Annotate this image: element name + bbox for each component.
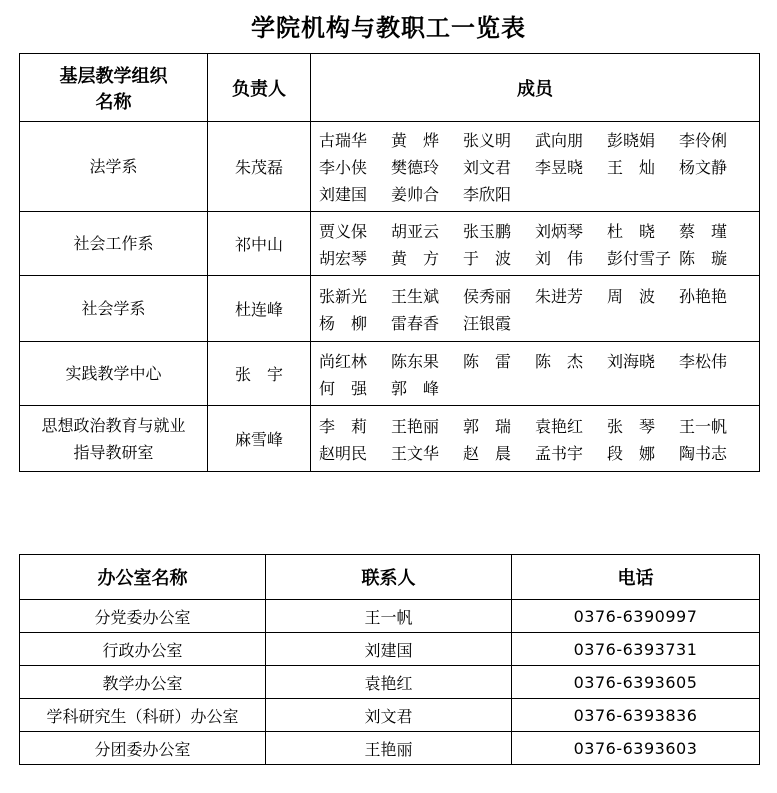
phone-cell: 0376-6390997: [512, 600, 760, 633]
leader-cell: 麻雪峰: [208, 406, 311, 472]
members-line: [319, 309, 759, 336]
org-name-line: 社会学系: [81, 299, 146, 318]
org-name-line: 法学系: [89, 157, 138, 176]
member-name: 李欣阳: [463, 185, 512, 204]
member-name: 杨 柳: [319, 313, 368, 333]
table-row: [20, 633, 760, 666]
member-name: 杜 晓: [607, 221, 656, 241]
member-name: 赵 晨: [463, 443, 512, 463]
members-cell: [311, 406, 760, 472]
member-name: 陈 璇: [679, 248, 728, 268]
member-name: 姜帅合: [391, 185, 440, 204]
member-name: 王生斌: [391, 286, 440, 306]
org-name-line: 思想政治教育与就业: [41, 415, 186, 435]
table-row: [20, 732, 760, 765]
office-name-cell: 教学办公室: [20, 666, 266, 699]
member-name: 李小侠: [319, 158, 368, 177]
table-row: [20, 406, 760, 472]
member-name: 刘 伟: [535, 248, 584, 268]
members-line: [319, 180, 759, 207]
member-name: 于 波: [463, 248, 512, 268]
org-name-cell: [20, 276, 208, 342]
member-name: 李 莉: [319, 416, 368, 436]
member-name: 刘炳琴: [535, 221, 584, 241]
member-name: 雷春香: [391, 313, 440, 333]
header-contact: 联系人: [266, 555, 512, 600]
member-name: 陈 雷: [463, 351, 512, 371]
member-name: 杨文静: [679, 158, 728, 177]
member-name: 周 波: [607, 286, 656, 306]
office-name-cell: 分党委办公室: [20, 600, 266, 633]
member-name: 郭 峰: [391, 378, 440, 398]
org-staff-table: [19, 53, 760, 472]
member-name: 彭付雪子: [607, 248, 672, 268]
header-phone: 电话: [512, 555, 760, 600]
contact-cell: 刘建国: [266, 633, 512, 666]
member-name: 袁艳红: [535, 416, 584, 436]
office-name-cell: 分团委办公室: [20, 732, 266, 765]
member-name: 孟书宇: [535, 443, 584, 463]
member-name: 彭晓娟: [607, 131, 656, 150]
table-row: [20, 342, 760, 406]
office-contact-table: [19, 554, 760, 765]
member-name: 张义明: [463, 131, 512, 150]
member-name: 黄 烨: [391, 131, 440, 150]
org-name-cell: [20, 212, 208, 276]
member-name: 陈东果: [391, 351, 440, 371]
phone-cell: 0376-6393731: [512, 633, 760, 666]
contact-cell: 王一帆: [266, 600, 512, 633]
members-line: [319, 439, 759, 466]
office-name-cell: 学科研究生（科研）办公室: [20, 699, 266, 732]
member-name: 刘海晓: [607, 351, 656, 371]
member-name: 黄 方: [391, 248, 440, 268]
member-name: 刘建国: [319, 185, 368, 204]
member-name: 王一帆: [679, 416, 728, 436]
member-name: 贾义保: [319, 221, 368, 241]
members-cell: [311, 276, 760, 342]
table-header-row: [20, 555, 760, 600]
member-name: 何 强: [319, 378, 368, 398]
header-org-name: [20, 54, 208, 122]
member-name: 张 琴: [607, 416, 656, 436]
member-name: 刘文君: [463, 158, 512, 177]
member-name: 李松伟: [679, 351, 728, 371]
contact-cell: 刘文君: [266, 699, 512, 732]
members-line: [319, 244, 759, 271]
org-name-cell: [20, 342, 208, 406]
members-line: [319, 347, 759, 374]
contact-cell: 袁艳红: [266, 666, 512, 699]
member-name: 王艳丽: [391, 416, 440, 436]
office-name-cell: 行政办公室: [20, 633, 266, 666]
table-row: [20, 600, 760, 633]
leader-cell: 朱茂磊: [208, 122, 311, 212]
contact-cell: 王艳丽: [266, 732, 512, 765]
org-name-line: 社会工作系: [73, 234, 154, 253]
member-name: 段 娜: [607, 443, 656, 463]
table-row: [20, 122, 760, 212]
member-name: 张玉鹏: [463, 221, 512, 241]
member-name: 陈 杰: [535, 351, 584, 371]
header-leader: 负责人: [208, 54, 311, 122]
org-name-cell: [20, 406, 208, 472]
phone-cell: 0376-6393605: [512, 666, 760, 699]
member-name: 胡亚云: [391, 221, 440, 241]
page-title: 学院机构与教职工一览表: [251, 14, 526, 42]
members-cell: [311, 342, 760, 406]
leader-cell: 祁中山: [208, 212, 311, 276]
member-name: 樊德玲: [391, 158, 440, 177]
member-name: 蔡 瑾: [679, 221, 728, 241]
member-name: 李昱晓: [535, 158, 584, 177]
member-name: 张新光: [319, 286, 368, 306]
member-name: 李伶俐: [679, 131, 728, 150]
members-line: [319, 282, 759, 309]
member-name: 汪银霞: [463, 313, 512, 333]
table-row: [20, 666, 760, 699]
member-name: 陶书志: [679, 443, 728, 463]
member-name: 王 灿: [607, 158, 656, 177]
members-cell: [311, 122, 760, 212]
members-line: [319, 153, 759, 180]
members-line: [319, 412, 759, 439]
member-name: 孙艳艳: [679, 286, 728, 306]
leader-cell: 杜连峰: [208, 276, 311, 342]
members-cell: [311, 212, 760, 276]
member-name: 胡宏琴: [319, 248, 368, 268]
member-name: 朱进芳: [535, 286, 584, 306]
member-name: 王文华: [391, 443, 440, 463]
header-members: 成员: [311, 54, 760, 122]
org-name-line: 指导教研室: [73, 442, 154, 462]
org-name-cell: [20, 122, 208, 212]
leader-cell: 张 宇: [208, 342, 311, 406]
phone-cell: 0376-6393603: [512, 732, 760, 765]
members-line: [319, 126, 759, 153]
table-row: [20, 212, 760, 276]
table-row: [20, 699, 760, 732]
header-office-name: 办公室名称: [20, 555, 266, 600]
header-org-line2: 名称: [95, 91, 132, 113]
header-org-line1: 基层教学组织: [59, 65, 168, 87]
member-name: 尚红林: [319, 351, 368, 371]
members-line: [319, 374, 759, 401]
org-name-line: 实践教学中心: [65, 364, 162, 383]
member-name: 侯秀丽: [463, 286, 512, 306]
phone-cell: 0376-6393836: [512, 699, 760, 732]
table-header-row: [20, 54, 760, 122]
members-line: [319, 217, 759, 244]
member-name: 武向朋: [535, 131, 584, 150]
member-name: 赵明民: [319, 443, 368, 463]
member-name: 古瑞华: [319, 131, 368, 150]
table-row: [20, 276, 760, 342]
member-name: 郭 瑞: [463, 416, 512, 436]
